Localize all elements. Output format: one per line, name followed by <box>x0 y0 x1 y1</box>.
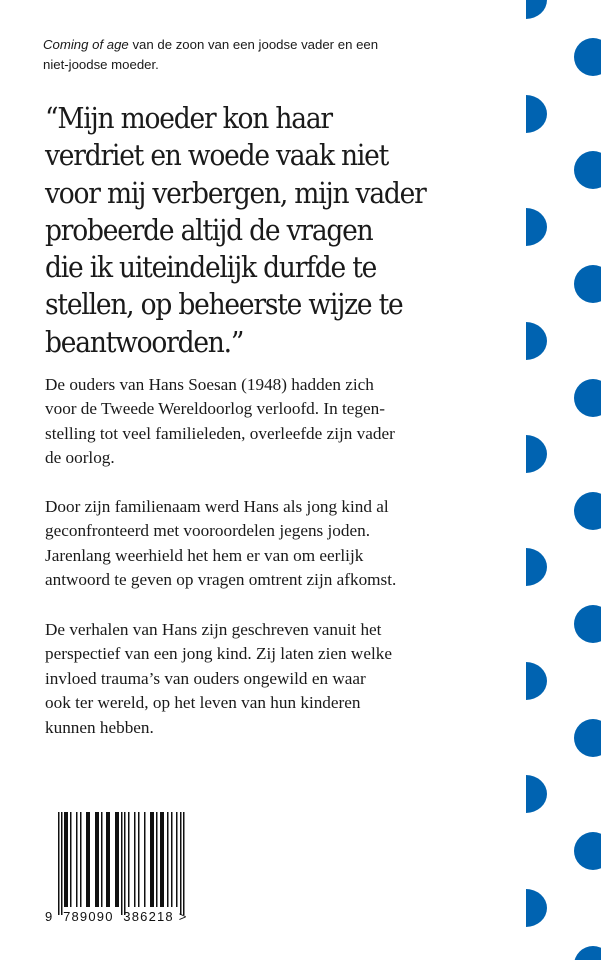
circle-icon <box>574 265 601 303</box>
paragraph-line: invloed trauma’s van ouders ongewild en waar <box>45 668 366 688</box>
half-disc-icon <box>526 208 547 246</box>
half-disc-icon <box>526 548 547 586</box>
tagline-italic: Coming of age <box>43 37 129 52</box>
isbn-arrow: > <box>178 909 188 924</box>
half-disc-icon <box>526 322 547 360</box>
paragraph-line: kunnen hebben. <box>45 717 154 737</box>
circle-icon <box>574 38 601 76</box>
paragraph-1 <box>45 373 515 471</box>
paragraph-line: De ouders van Hans Soesan (1948) hadden zich <box>45 375 374 394</box>
circle-icon <box>574 832 601 870</box>
circle-icon <box>574 719 601 757</box>
paragraph-line: geconfronteerd met vooroordelen jegens joden. <box>45 521 371 541</box>
isbn-group-2: 386218 <box>123 909 174 924</box>
half-disc-icon <box>526 435 547 473</box>
tagline-line2: niet-joodse moeder. <box>43 57 159 72</box>
quote-line: die ik uiteindelijk durfde te <box>45 251 377 285</box>
circle-icon <box>574 492 601 530</box>
paragraph-3 <box>45 618 515 740</box>
quote-line: beantwoorden.” <box>45 325 244 359</box>
isbn-first-digit: 9 <box>45 909 54 924</box>
quote-line: probeerde altijd de vragen <box>45 213 373 247</box>
quote-line: stellen, op beheerste wijze te <box>45 288 403 322</box>
barcode-icon <box>57 812 195 915</box>
paragraph-2 <box>45 495 515 593</box>
half-disc-icon <box>526 889 547 927</box>
paragraph-line: Door zijn familienaam werd Hans als jong kind al <box>45 497 389 516</box>
quote-line: voor mij verbergen, mijn vader <box>45 176 426 210</box>
quote-line: verdriet en woede vaak niet <box>45 139 389 173</box>
paragraph-line: perspectief van een jong kind. Zij laten zien welke <box>45 644 392 664</box>
half-disc-icon <box>526 95 547 133</box>
isbn-number <box>45 909 187 924</box>
paragraph-line: antwoord te geven op vragen omtrent zijn afkomst. <box>45 570 397 590</box>
isbn-group-1: 789090 <box>63 909 114 924</box>
half-disc-icon <box>526 0 547 19</box>
circle-icon <box>574 379 601 417</box>
paragraph-line: voor de Tweede Wereldoorlog verloofd. In tegen- <box>45 399 385 419</box>
tagline-line1: van de zoon van een joodse vader en een <box>128 37 379 52</box>
paragraph-line: ook ter wereld, op het leven van hun kinderen <box>45 693 361 713</box>
circle-icon <box>574 605 601 643</box>
paragraph-line: Jarenlang weerhield het hem er van om eerlijk <box>45 545 364 565</box>
pull-quote <box>45 100 482 361</box>
paragraph-line: stelling tot veel familieleden, overleefde zijn vader <box>45 423 395 443</box>
circle-icon <box>574 946 601 960</box>
paragraph-line: De verhalen van Hans zijn geschreven vanuit het <box>45 620 382 639</box>
quote-line: “Mijn moeder kon haar <box>45 102 332 135</box>
half-disc-icon <box>526 662 547 700</box>
tagline <box>43 35 483 75</box>
paragraph-line: de oorlog. <box>45 448 115 468</box>
half-disc-icon <box>526 775 547 813</box>
circle-icon <box>574 151 601 189</box>
